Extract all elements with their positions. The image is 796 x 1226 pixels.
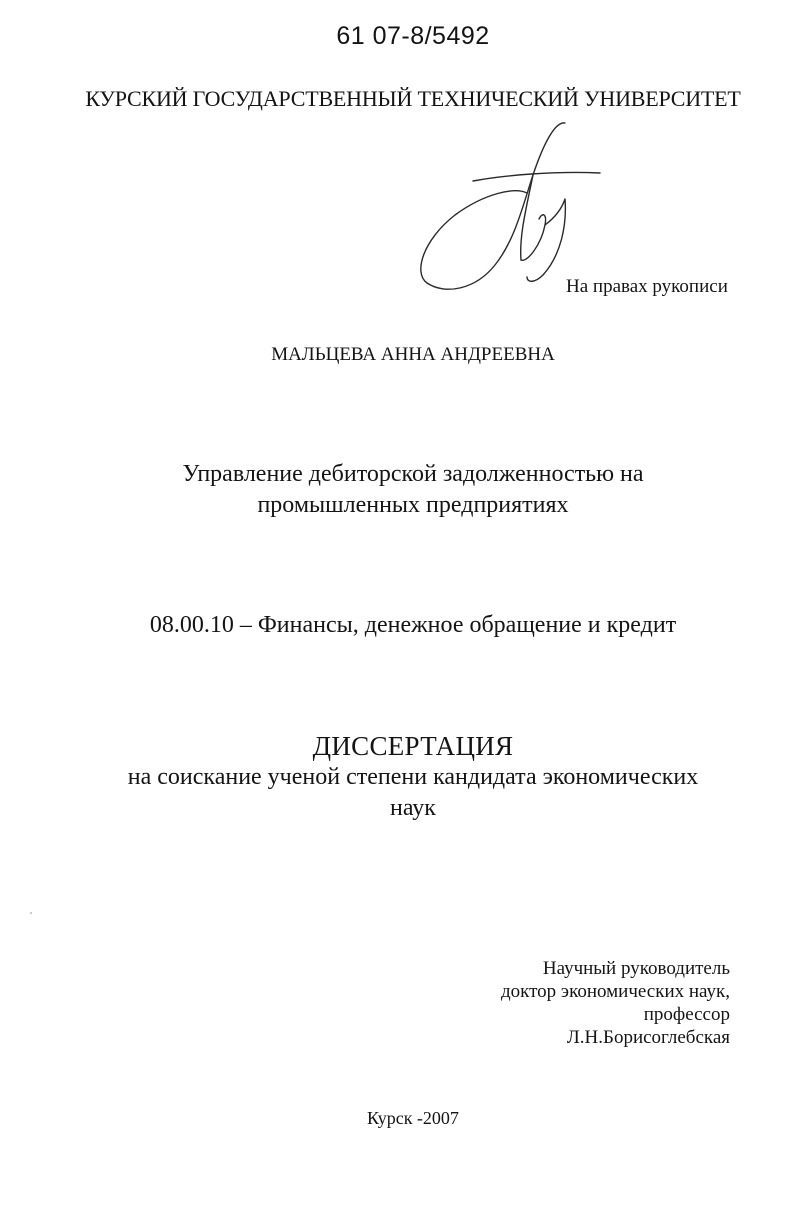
signature-stroke-hook [521, 215, 546, 261]
scan-speck [30, 912, 32, 914]
signature-stroke-loop [421, 123, 565, 289]
degree-line-1: на соискание ученой степени кандидата экономических [127, 764, 699, 790]
archive-code: 61 07-8/5492 [336, 22, 490, 50]
signature-stroke-stem [521, 175, 533, 260]
supervisor-rank: профессор [643, 1004, 730, 1025]
specialty-code: 08.00.10 – Финансы, денежное обращение и кредит [149, 612, 677, 638]
university-name: КУРСКИЙ ГОСУДАРСТВЕННЫЙ ТЕХНИЧЕСКИЙ УНИВЕРСИТЕТ [85, 86, 741, 111]
signature-stroke-bar [473, 172, 600, 181]
dissertation-heading: ДИССЕРТАЦИЯ [312, 731, 514, 761]
signature-stroke-tail [527, 199, 565, 281]
thesis-title-line-2: промышленных предприятиях [257, 492, 569, 518]
degree-line-2: наук [390, 795, 436, 821]
city-year: Курск -2007 [367, 1108, 459, 1128]
supervisor-name: Л.Н.Борисоглебская [566, 1027, 730, 1048]
supervisor-role: Научный руководитель [542, 958, 730, 979]
handwritten-signature [415, 115, 605, 300]
manuscript-rights-note: На правах рукописи [566, 276, 728, 297]
supervisor-block [501, 957, 730, 1049]
thesis-title-line-1: Управление дебиторской задолженностью на [182, 461, 644, 487]
supervisor-degree: доктор экономических наук, [500, 981, 730, 1002]
author-name: МАЛЬЦЕВА АННА АНДРЕЕВНА [271, 344, 555, 365]
